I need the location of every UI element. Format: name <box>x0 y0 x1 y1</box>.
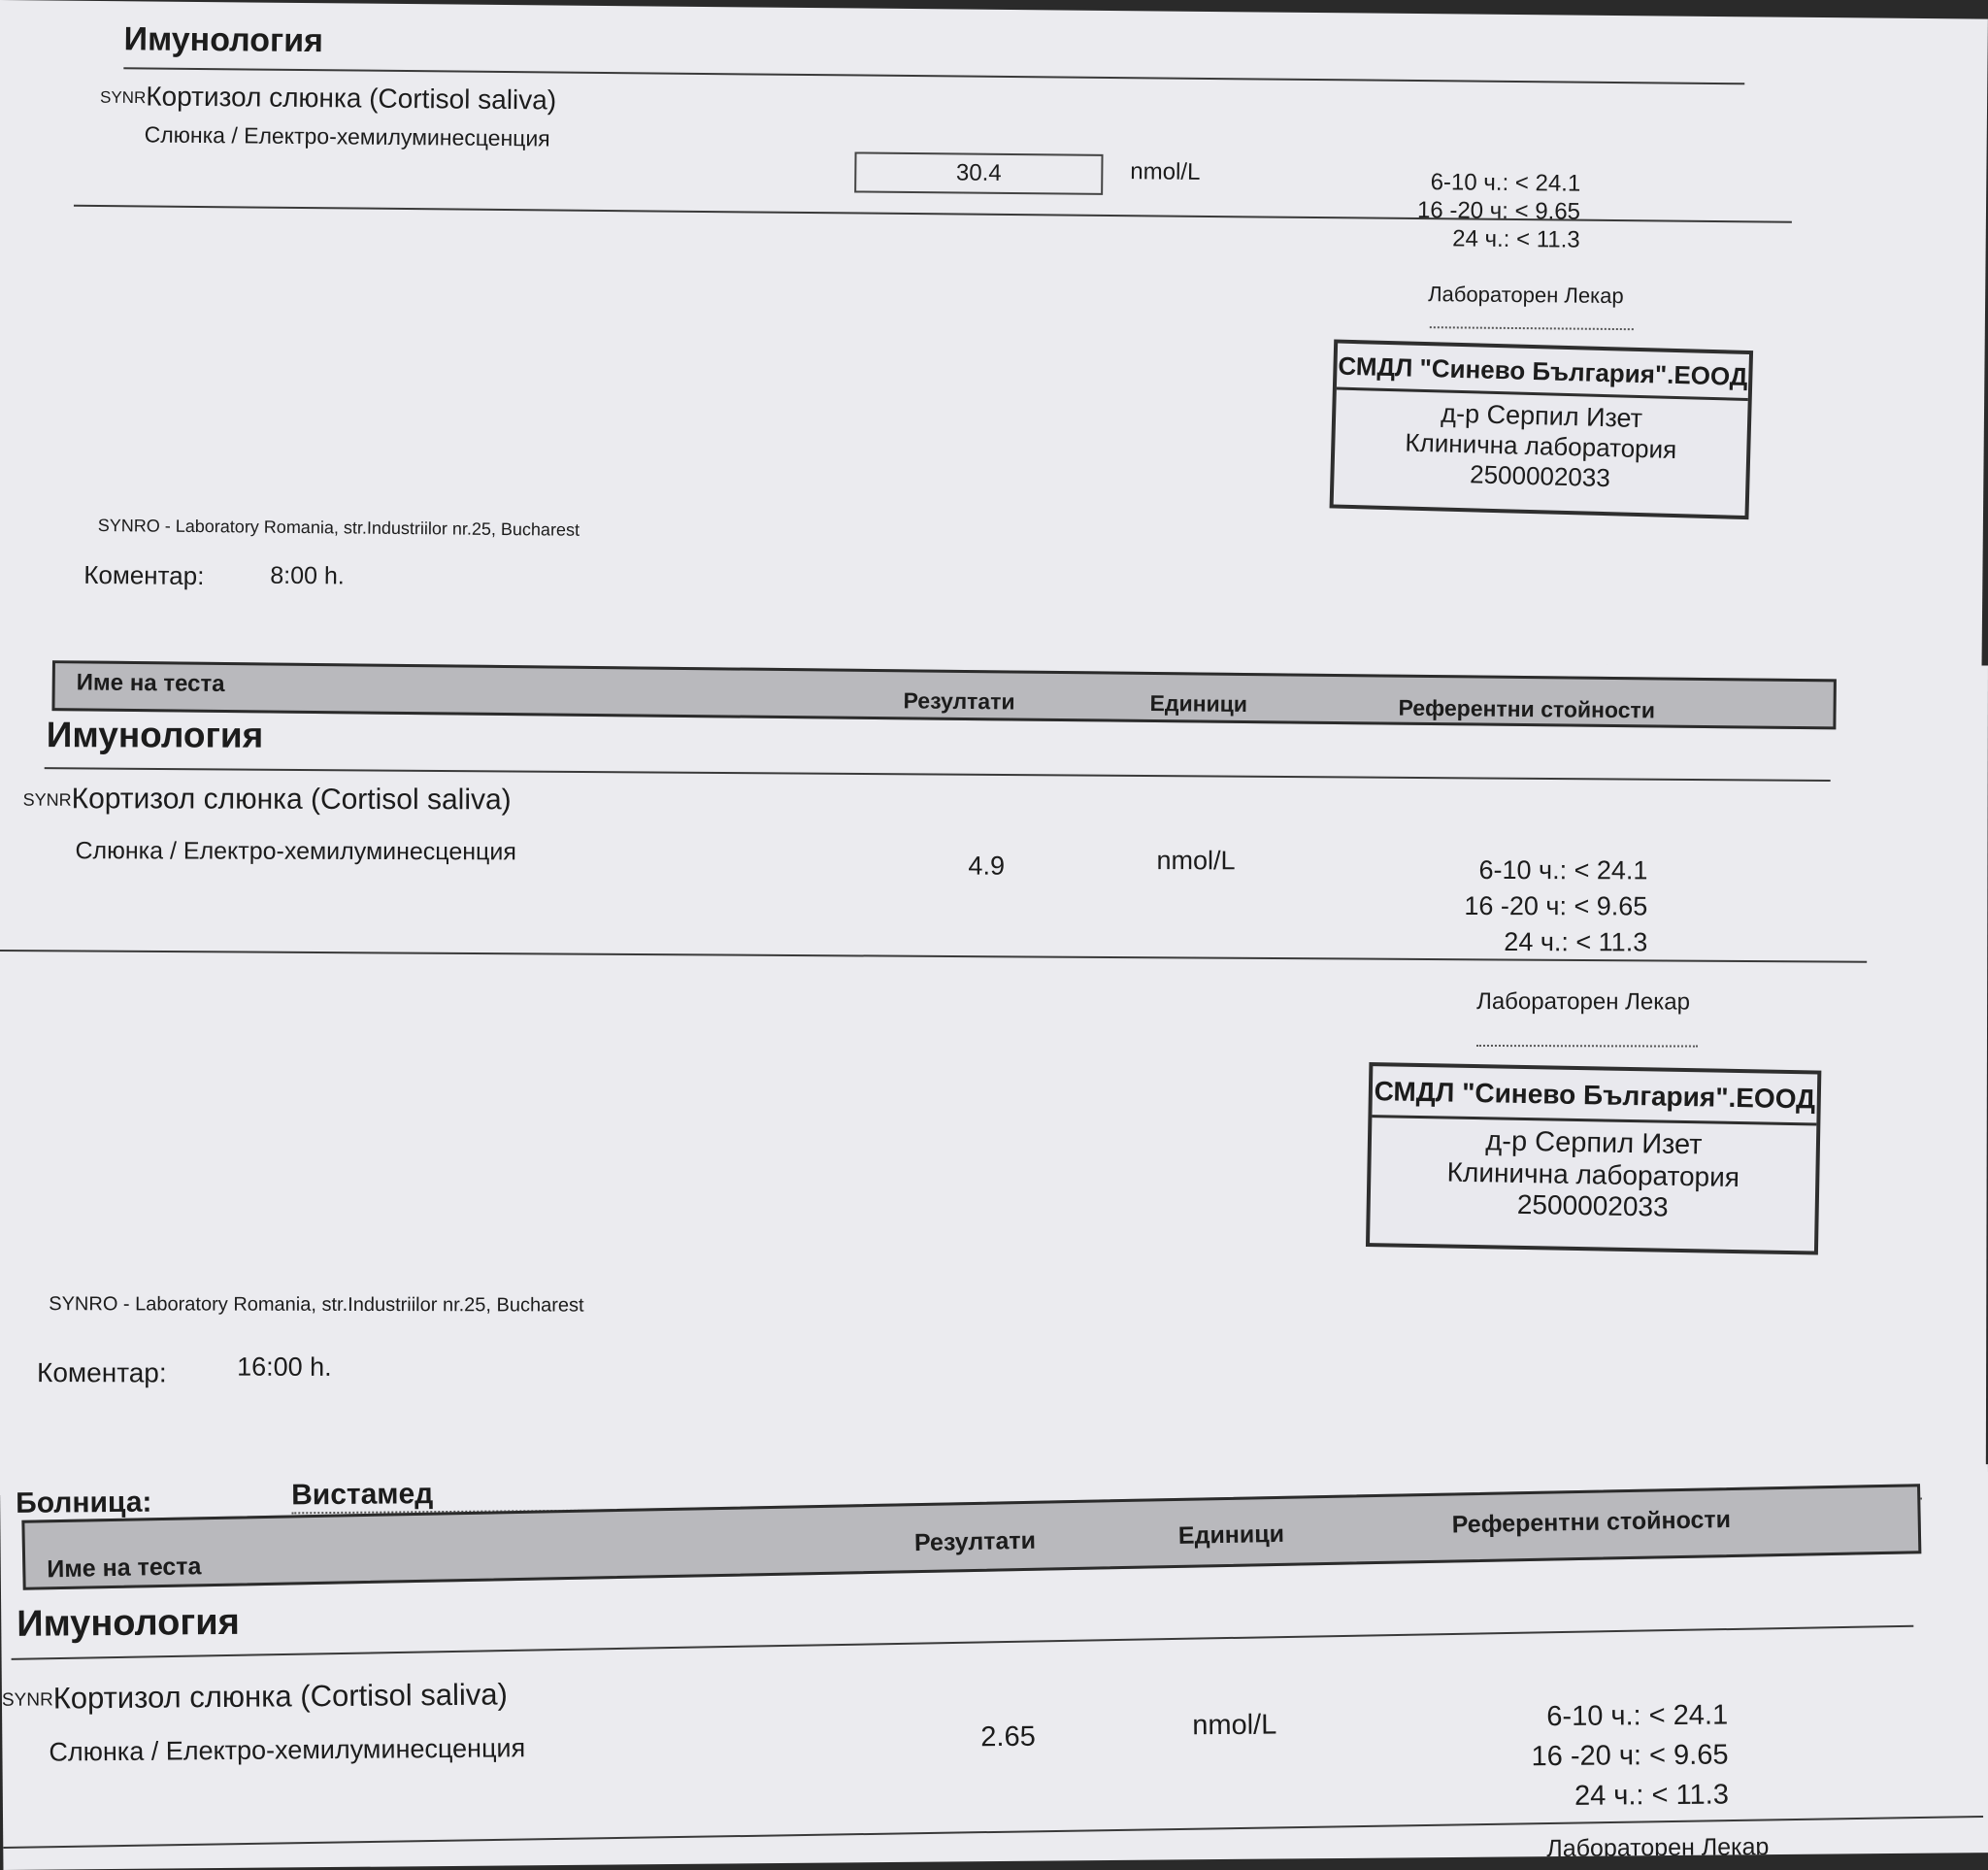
header-reference: Референтни стойности <box>1398 694 1656 723</box>
comment-value: 16:00 h. <box>237 1352 332 1382</box>
result-unit: nmol/L <box>1130 158 1201 185</box>
ref-line-day: 24 ч.: < 11.3 <box>1504 927 1648 957</box>
test-method: Слюнка / Електро-хемилуминесценция <box>144 121 550 151</box>
stamp-org: СМДЛ "Синево България".ЕООД <box>1337 344 1749 401</box>
stamp-department: Клинична лаборатория <box>1405 427 1677 465</box>
ref-line-morning: 6-10 ч.: < 24.1 <box>1478 854 1648 885</box>
reference-values <box>1376 169 1581 254</box>
ref-line-morning: 6-10 ч.: < 24.1 <box>1546 1699 1729 1733</box>
report-sheet-1 <box>0 0 1988 699</box>
section-title: Имунология <box>46 715 264 755</box>
hospital-value: Вистамед <box>290 1478 434 1512</box>
section-divider <box>123 67 1744 84</box>
ref-line-morning: 6-10 ч.: < 24.1 <box>1430 169 1581 197</box>
test-method: Слюнка / Електро-хемилуминесценция <box>75 837 516 866</box>
section-divider <box>45 767 1831 782</box>
header-units: Единици <box>1149 689 1248 718</box>
ref-line-day: 24 ч.: < 11.3 <box>1452 224 1580 253</box>
signature-line <box>1476 1045 1698 1048</box>
test-code-prefix: SYNR <box>1 1689 53 1711</box>
doctor-label: Лабораторен Лекар <box>1476 987 1690 1016</box>
test-code-prefix: SYNR <box>22 789 72 810</box>
reference-values <box>1407 852 1647 961</box>
comment-label: Коментар: <box>37 1357 167 1388</box>
result-unit: nmol/L <box>1192 1709 1277 1742</box>
result-box <box>854 151 1103 194</box>
ref-line-afternoon: 16 -20 ч: < 9.65 <box>1531 1739 1729 1773</box>
lab-stamp <box>1366 1062 1821 1255</box>
test-name: Кортизол слюнка (Cortisol saliva) <box>146 81 557 116</box>
result-unit: nmol/L <box>1156 846 1236 876</box>
stamp-department: Клинична лаборатория <box>1446 1156 1740 1193</box>
test-code-prefix: SYNR <box>99 87 147 108</box>
test-name: Кортизол слюнка (Cortisol saliva) <box>71 783 512 817</box>
stamp-code: 2500002033 <box>1516 1188 1669 1222</box>
section-divider <box>12 1625 1914 1660</box>
test-name-line <box>100 81 556 117</box>
ref-line-day: 24 ч.: < 11.3 <box>1574 1779 1730 1812</box>
result-value: 2.65 <box>980 1720 1036 1753</box>
stamp-code: 2500002033 <box>1469 459 1611 493</box>
stamp-doctor: д-р Серпил Изет <box>1440 398 1643 434</box>
header-reference: Референтни стойности <box>1451 1506 1732 1539</box>
test-method: Слюнка / Електро-хемилуминесценция <box>49 1733 526 1767</box>
doctor-label: Лабораторен Лекар <box>1428 282 1624 309</box>
lab-address: SYNRO - Laboratory Romania, str.Industriilor nr.25, Bucharest <box>49 1293 584 1317</box>
header-units: Единици <box>1177 1519 1285 1550</box>
result-value: 4.9 <box>968 851 1006 881</box>
lab-stamp <box>1330 339 1754 519</box>
ref-line-afternoon: 16 -20 ч: < 9.65 <box>1464 890 1648 921</box>
test-name-line <box>23 783 512 817</box>
stamp-doctor: д-р Серпил Изет <box>1485 1125 1703 1161</box>
stamp-org: СМДЛ "Синево България".ЕООД <box>1372 1066 1817 1125</box>
table-header <box>51 660 1836 729</box>
report-sheet-2 <box>0 660 1988 1500</box>
ref-line-afternoon: 16 -20 ч: < 9.65 <box>1416 196 1581 225</box>
signature-line <box>1430 326 1634 330</box>
test-name: Кортизол слюнка (Cortisol saliva) <box>52 1677 509 1716</box>
comment-label: Коментар: <box>83 559 205 591</box>
hospital-label: Болница: <box>16 1486 152 1519</box>
comment-value: 8:00 h. <box>270 561 345 590</box>
section-title: Имунология <box>17 1601 240 1645</box>
lab-address: SYNRO - Laboratory Romania, str.Industriilor nr.25, Bucharest <box>97 515 580 540</box>
header-results: Резултати <box>913 1526 1037 1557</box>
reference-values <box>1458 1695 1729 1817</box>
header-results: Резултати <box>903 687 1015 715</box>
doctor-label: Лабораторен Лекар <box>1546 1833 1770 1863</box>
test-name-line <box>2 1677 508 1717</box>
section-title: Имунология <box>123 20 324 60</box>
report-sheet-3 <box>0 1464 1988 1870</box>
header-test-name: Име на теста <box>47 1553 202 1584</box>
result-value: 30.4 <box>955 159 1002 186</box>
header-test-name: Име на теста <box>76 669 225 698</box>
